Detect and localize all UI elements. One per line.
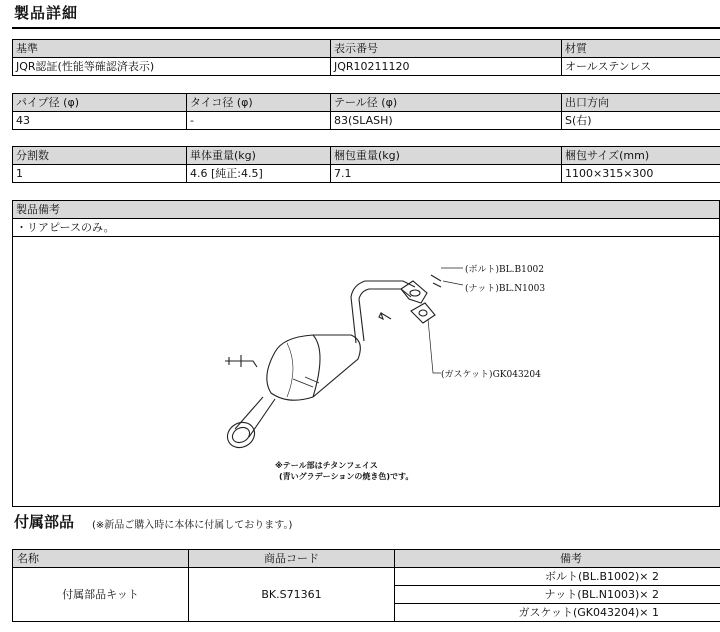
value-pieces: 1 (13, 165, 187, 183)
diagram-caption-line1: ※テール部はチタンフェイス (275, 461, 378, 470)
acc-item-bolt: ボルト(BL.B1002)× 2 (395, 568, 720, 586)
header-pieces: 分割数 (13, 147, 187, 165)
value-exit-direction: S(右) (562, 112, 720, 130)
diagram-caption-line2: (青いグラデーションの焼き色)です。 (279, 472, 414, 481)
header-pipe-diameter: パイプ径 (φ) (13, 94, 187, 112)
acc-header-remarks: 備考 (395, 550, 720, 568)
spec-table-standard (12, 39, 720, 76)
muffler-body (267, 335, 361, 400)
product-remarks-panel (12, 200, 720, 507)
gasket (411, 303, 435, 323)
header-package-size: 梱包サイズ(mm) (562, 147, 720, 165)
acc-item-gasket: ガスケット(GK043204)× 1 (395, 604, 720, 622)
spec-table-dimensions (12, 93, 720, 130)
accessories-subtitle: (※新品ご購入時に本体に付属しております。) (92, 520, 293, 531)
acc-header-name: 名称 (13, 550, 189, 568)
bolt-right (431, 275, 441, 287)
acc-item-nut: ナット(BL.N1003)× 2 (395, 586, 720, 604)
header-package-weight: 梱包重量(kg) (331, 147, 562, 165)
pipe-upper (351, 281, 415, 343)
acc-header-code: 商品コード (189, 550, 395, 568)
header-display-number: 表示番号 (331, 40, 562, 58)
exhaust-diagram (13, 237, 719, 506)
bolt-label: (ボルト)BL.B1002 (465, 265, 544, 275)
accessories-table (12, 549, 720, 622)
header-exit-direction: 出口方向 (562, 94, 720, 112)
gasket-label: (ガスケット)GK043204 (441, 370, 541, 380)
acc-kit-code: BK.S71361 (189, 568, 395, 622)
hanger-bracket (225, 355, 257, 367)
value-standard: JQR認証(性能等確認済表示) (13, 58, 331, 76)
value-tail-diameter: 83(SLASH) (331, 112, 562, 130)
header-tail-diameter: テール径 (φ) (331, 94, 562, 112)
value-material: オールステンレス (562, 58, 720, 76)
tail-tip (223, 418, 259, 453)
value-package-size: 1100×315×300 (562, 165, 720, 183)
header-unit-weight: 単体重量(kg) (187, 147, 331, 165)
value-pipe-diameter: 43 (13, 112, 187, 130)
remarks-note: ・リアピースのみ。 (13, 219, 719, 237)
remarks-header: 製品備考 (13, 201, 719, 219)
nut-label: (ナット)BL.N1003 (465, 284, 546, 294)
accessories-title: 付属部品 (14, 513, 75, 531)
acc-kit-name: 付属部品キット (13, 568, 189, 622)
title-divider (12, 27, 720, 29)
value-muffler-diameter: - (187, 112, 331, 130)
header-material: 材質 (562, 40, 720, 58)
value-unit-weight: 4.6 [純正:4.5] (187, 165, 331, 183)
tail-pipe (235, 397, 275, 437)
spec-table-weight (12, 146, 720, 183)
value-package-weight: 7.1 (331, 165, 562, 183)
header-standard: 基準 (13, 40, 331, 58)
bolt-left (379, 313, 391, 319)
header-muffler-diameter: タイコ径 (φ) (187, 94, 331, 112)
value-display-number: JQR10211120 (331, 58, 562, 76)
section-title: 製品詳細 (14, 4, 79, 22)
table-row (13, 568, 720, 586)
